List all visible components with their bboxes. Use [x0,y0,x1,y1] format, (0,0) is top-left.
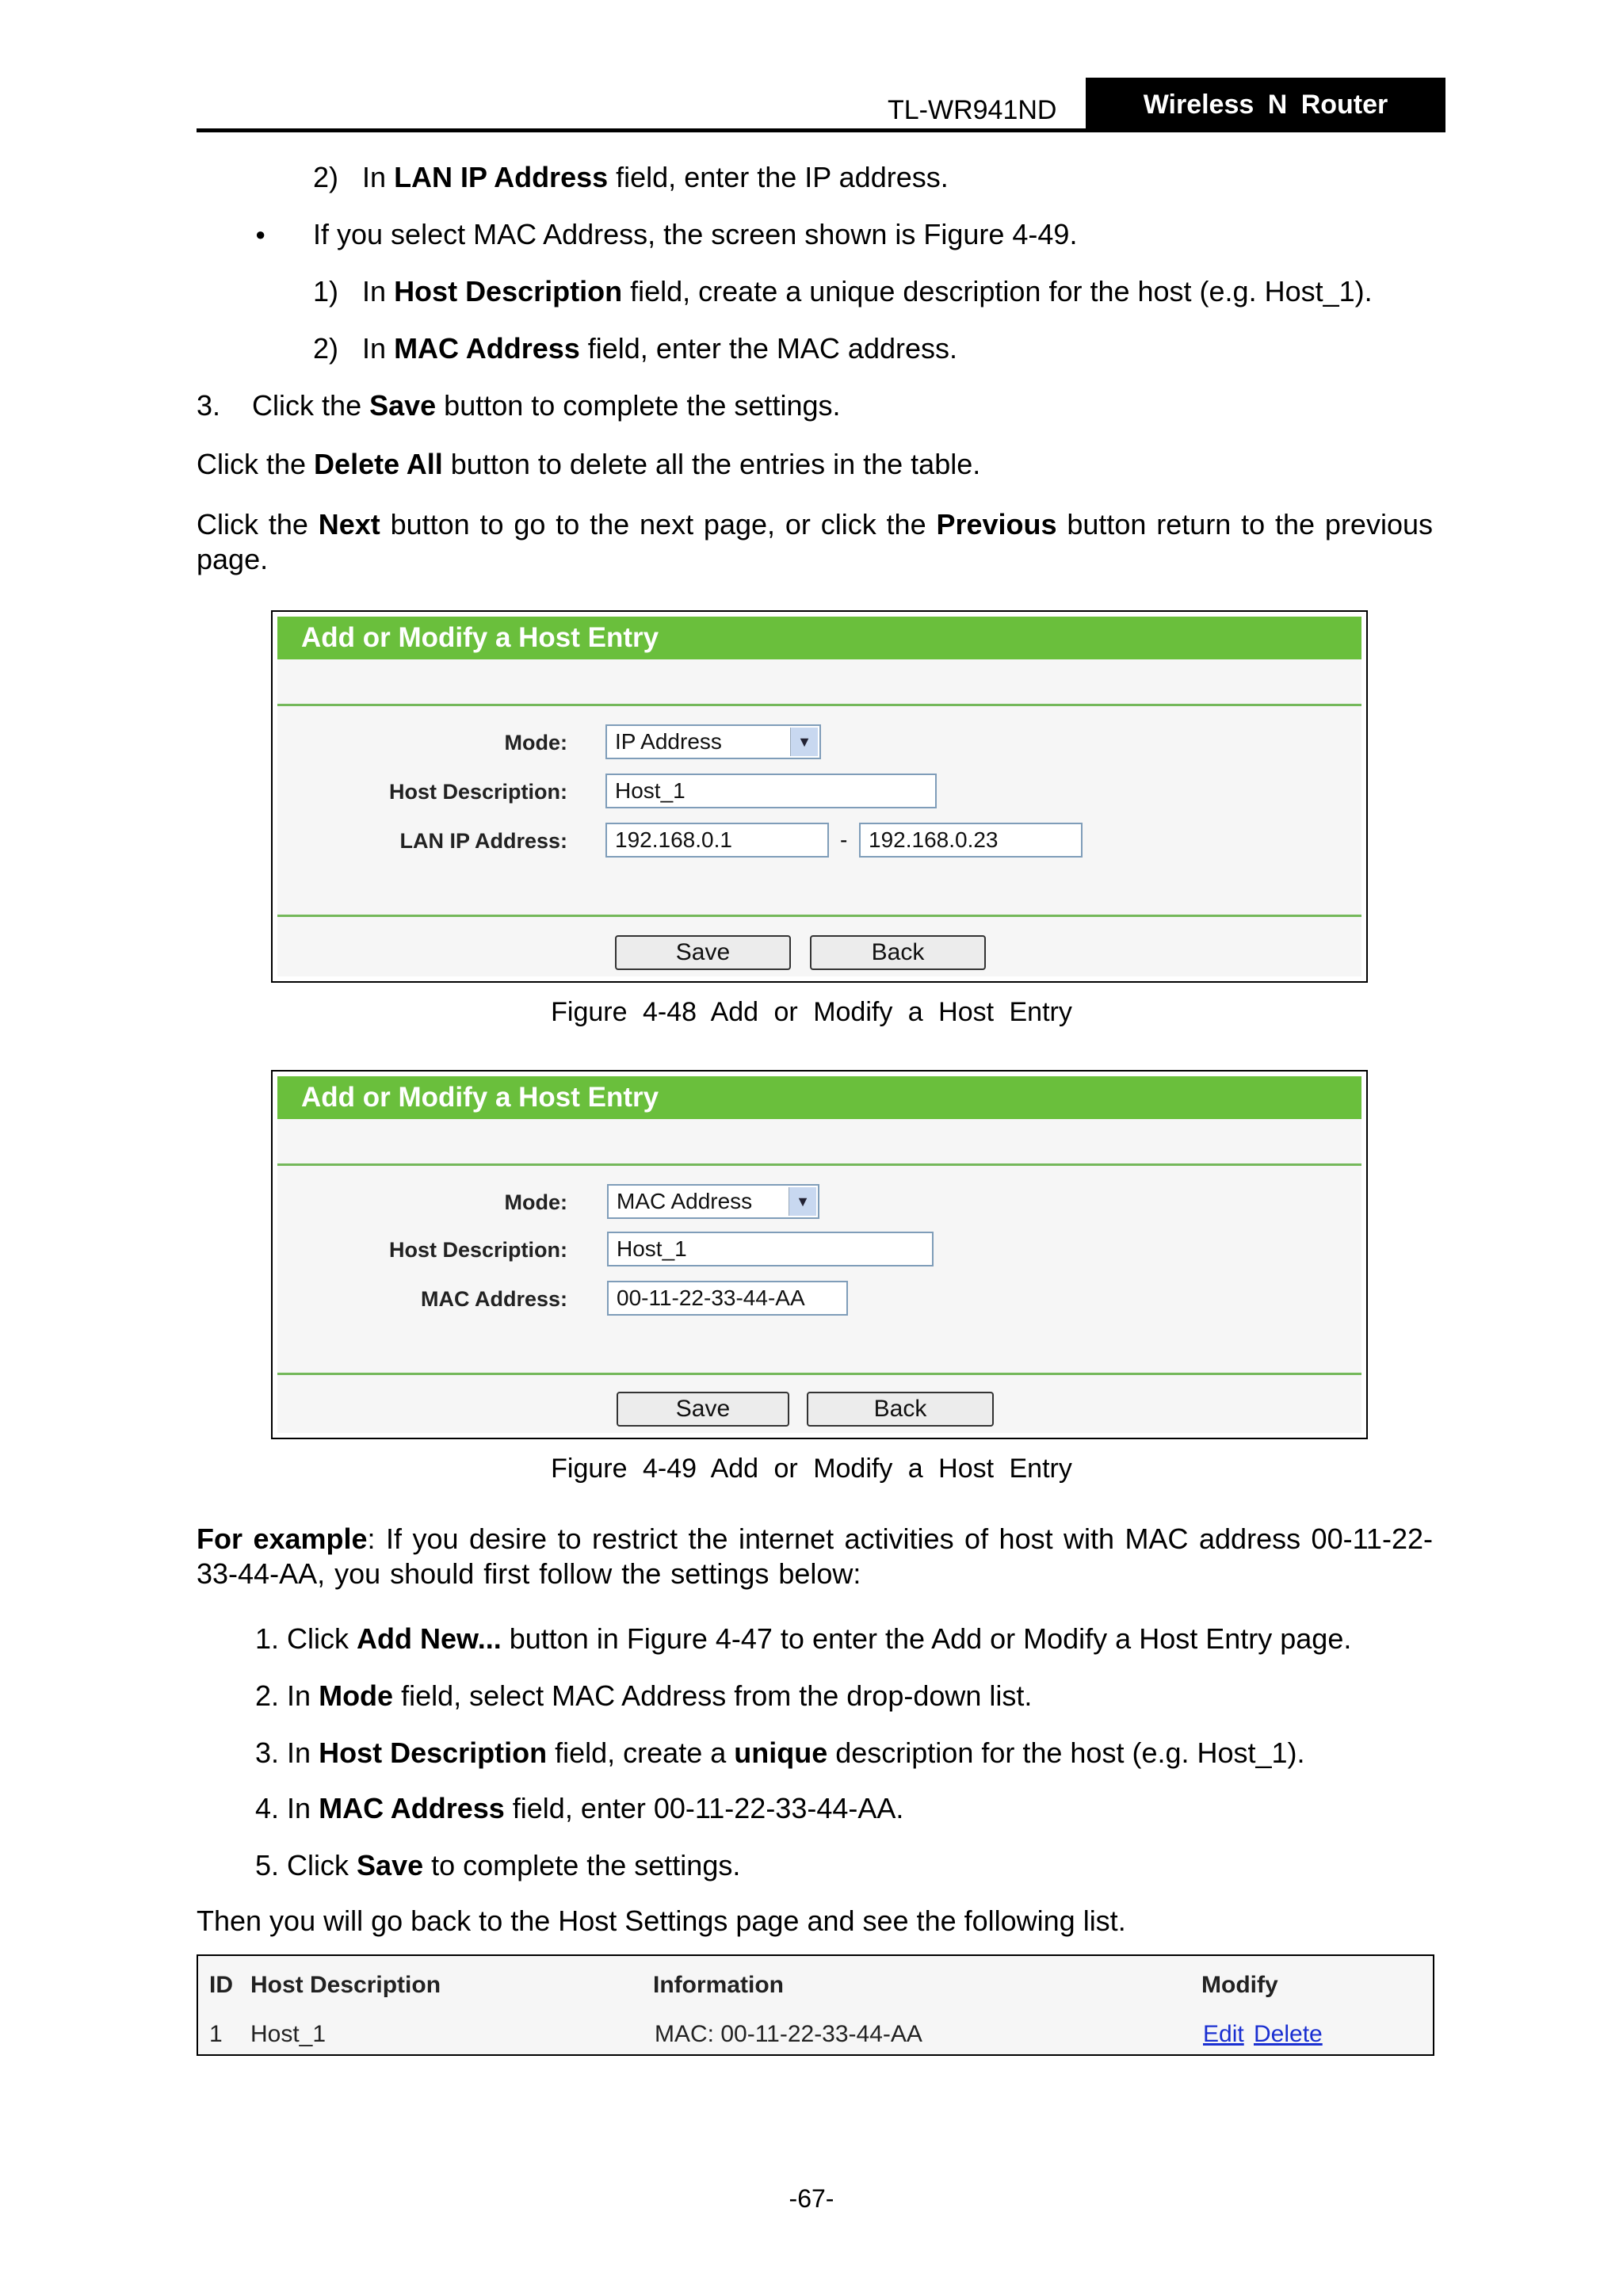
page-number: -67- [789,2184,834,2213]
chevron-down-icon[interactable]: ▼ [789,1187,816,1216]
row-id: 1 [209,2021,223,2047]
delete-link[interactable]: Delete [1254,2021,1323,2047]
mode-select[interactable]: MAC Address ▼ [607,1184,819,1219]
row-host-description: Host_1 [250,2021,327,2047]
col-header-host-description: Host Description [250,1972,441,1998]
lan-ip-start-input[interactable]: 192.168.0.1 [605,823,829,858]
mac-address-label: MAC Address: [420,1287,567,1311]
col-header-id: ID [209,1972,233,1998]
bullet-icon: ● [255,224,266,244]
figure-49-panel [271,1070,1368,1439]
step-2-ip: 2) In LAN IP Address field, enter the IP address. [313,161,949,193]
mode-label: Mode: [504,1190,567,1214]
lan-ip-end-input[interactable]: 192.168.0.23 [859,823,1083,858]
example-step-4: 4. In MAC Address field, enter 00-11-22-33-44-AA. [255,1792,904,1824]
edit-link[interactable]: Edit [1203,2021,1244,2047]
host-description-input[interactable]: Host_1 [607,1232,934,1266]
step-2-mac: 2) In MAC Address field, enter the MAC address. [313,332,957,365]
example-step-5: 5. Click Save to complete the settings. [255,1849,741,1881]
bullet-mac-text: If you select MAC Address, the screen shown is Figure 4-49. [313,218,1078,250]
save-button[interactable]: Save [617,1392,789,1427]
row-information: MAC: 00-11-22-33-44-AA [655,2021,922,2047]
ip-range-separator: - [840,827,848,852]
back-button[interactable]: Back [807,1392,994,1427]
mac-address-input[interactable]: 00-11-22-33-44-AA [607,1281,848,1316]
then-text: Then you will go back to the Host Settings page and see the following list. [197,1904,1126,1937]
chevron-down-icon[interactable]: ▼ [790,728,818,756]
figure-49-caption: Figure 4-49 Add or Modify a Host Entry [551,1454,1072,1484]
example-step-1: 1. Click Add New... button in Figure 4-47 to enter the Add or Modify a Host Entry page. [255,1622,1352,1655]
header-model: TL-WR941ND [888,95,1057,125]
lan-ip-label: LAN IP Address: [399,829,567,853]
mode-label: Mode: [504,731,567,755]
delete-all-text: Click the Delete All button to delete all the entries in the table. [197,448,981,480]
header-product: Wireless N Router [1086,78,1445,132]
example-intro: For example: If you desire to restrict the internet activities of host with MAC address 00-11-22-33-44-AA, you should first follow the settings below: [197,1522,1433,1590]
mode-select[interactable]: IP Address ▼ [605,724,821,759]
step-1-mac: 1) In Host Description field, create a unique description for the host (e.g. Host_1). [313,275,1373,308]
figure-48-panel [271,610,1368,983]
host-list-table [197,1954,1434,2056]
back-button[interactable]: Back [810,935,986,970]
figure-48-title: Add or Modify a Host Entry [277,617,1361,659]
next-prev-text: Click the Next button to go to the next page, or click the Previous button return to the previous page. [197,508,1433,575]
figure-48-caption: Figure 4-48 Add or Modify a Host Entry [551,997,1072,1027]
save-button[interactable]: Save [615,935,791,970]
host-description-label: Host Description: [388,1238,567,1262]
col-header-information: Information [653,1972,784,1998]
col-header-modify: Modify [1201,1972,1278,1998]
step-3: 3. Click the Save button to complete the settings. [197,389,841,422]
header-rule [197,128,1445,132]
figure-49-title: Add or Modify a Host Entry [277,1076,1361,1119]
example-step-3: 3. In Host Description field, create a unique description for the host (e.g. Host_1). [255,1736,1305,1769]
example-step-2: 2. In Mode field, select MAC Address from the drop-down list. [255,1679,1033,1712]
host-description-input[interactable]: Host_1 [605,774,937,808]
host-description-label: Host Description: [388,780,567,804]
